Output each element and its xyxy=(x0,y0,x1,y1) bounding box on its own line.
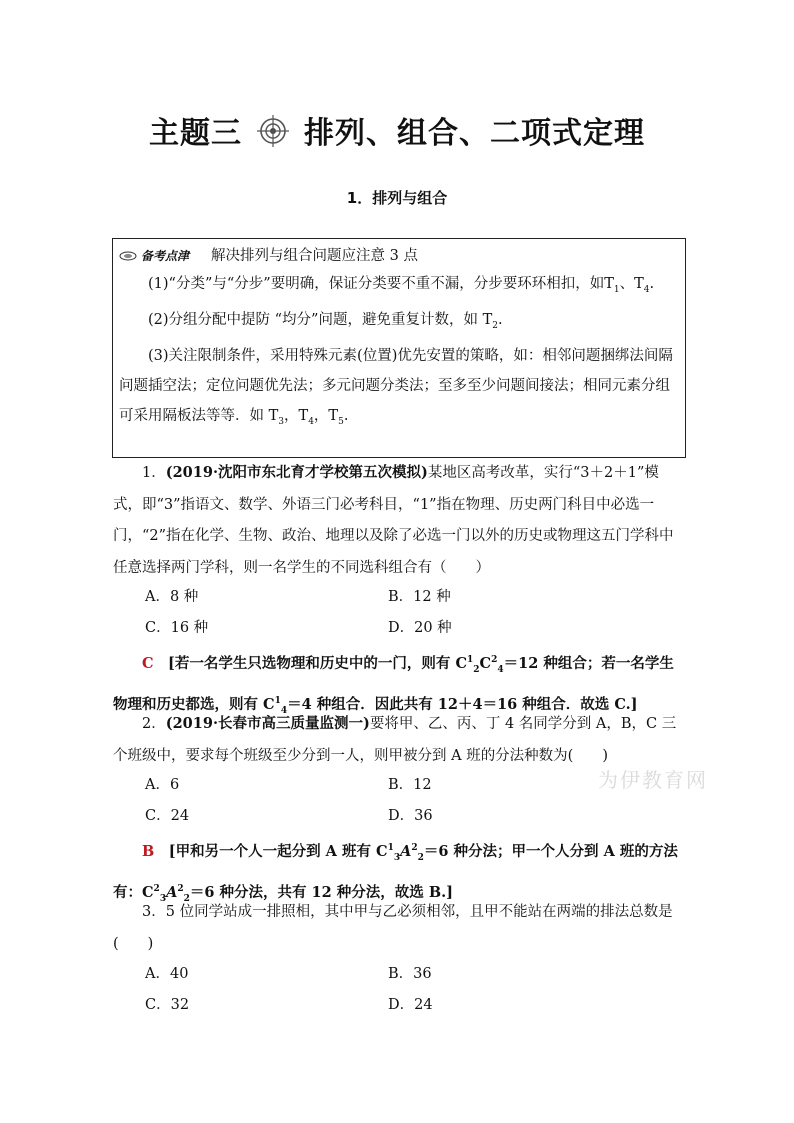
option-c: C．32 xyxy=(145,997,190,1013)
tip-item-3: (3)关注限制条件，采用特殊元素(位置)优先安置的策略，如：相邻问题捆绑法间隔问题插空法；定位问题优先法；多元问题分类法；至多至少问题间接法；相同元素分组可采用隔板法等等．如 $T_3$，$T_4$，$T_5$. xyxy=(119,347,673,427)
option-d: D．36 xyxy=(388,808,433,824)
tip-item-1: (1)“分类”与“分步”要明确，保证分类要不重不漏，分步要环环相扣，如$T_1$、$T_4$. xyxy=(148,276,655,295)
option-b: B．12 种 xyxy=(388,589,451,605)
option-d: D．24 xyxy=(388,997,433,1013)
answer-1-letter: C xyxy=(142,654,154,672)
title-subject: 排列、组合、二项式定理 xyxy=(304,116,645,151)
option-a: A．40 xyxy=(145,966,189,982)
option-c: C．24 xyxy=(145,808,190,824)
page-title xyxy=(0,108,794,152)
tip-item-2: (2)分组分配中提防 “均分”问题，避免重复计数，如 $T_2$. xyxy=(148,311,503,331)
answer-1: C [若一名学生只选物理和历史中的一门，则有 $C^1_2C^2_4=12$ 种组合；若一名学生物理和历史都选，则有 $C^1_4=4$ 种组合．因此共有 12＋4＝16 种组合．故选 C.] xyxy=(113,654,674,716)
watermark: 为伊教育网 xyxy=(598,768,708,792)
section-heading: 1．排列与组合 xyxy=(346,189,448,207)
question-2-source: (2019·长春市高三质量监测一) xyxy=(165,715,370,732)
question-2: 2．(2019·长春市高三质量监测一)要将甲、乙、丙、丁 4 名同学分到 A，B，C 三个班级中，要求每个班级至少分到一人，则甲被分到 A 班的分法种数为( ) xyxy=(113,715,677,764)
option-b: B．36 xyxy=(388,966,432,982)
tips-tag: 备考点津 xyxy=(141,249,190,263)
title-topic: 主题三 xyxy=(149,116,242,151)
target-emblem-icon xyxy=(256,114,290,148)
option-a: A．6 xyxy=(145,777,180,793)
question-1-source: (2019·沈阳市东北育才学校第五次模拟) xyxy=(165,464,428,481)
option-d: D．20 种 xyxy=(388,620,452,636)
question-3: 3．5 位同学站成一排照相，其中甲与乙必须相邻，且甲不能站在两端的排法总数是( ) xyxy=(113,904,673,952)
option-c: C．16 种 xyxy=(145,620,209,636)
tip-badge-icon xyxy=(119,244,137,254)
option-b: B．12 xyxy=(388,777,432,793)
answer-2-letter: B xyxy=(142,842,155,860)
question-1: 1．(2019·沈阳市东北育才学校第五次模拟)某地区高考改革，实行“3＋2＋1”模式，即“3”指语文、数学、外语三门必考科目，“1”指在物理、历史两门科目中必选一门，“2”指在化学、生物、政治、地理以及除了必选一门以外的历史或物理这五门学科中任意选择两门学科，则一名学生的不同选科组合有（ ） xyxy=(113,464,674,576)
tips-heading: 解决排列与组合问题应注意 3 点 xyxy=(211,248,418,264)
tips-box xyxy=(112,238,686,458)
option-a: A．8 种 xyxy=(145,589,199,605)
answer-2: B [甲和另一个人一起分到 A 班有 $C^1_3A^2_2=6$ 种分法；甲一个人分到 A 班的方法有：$C^2_3A^2_2=6$ 种分法，共有 12 种分法，故选 B.] xyxy=(113,842,678,904)
